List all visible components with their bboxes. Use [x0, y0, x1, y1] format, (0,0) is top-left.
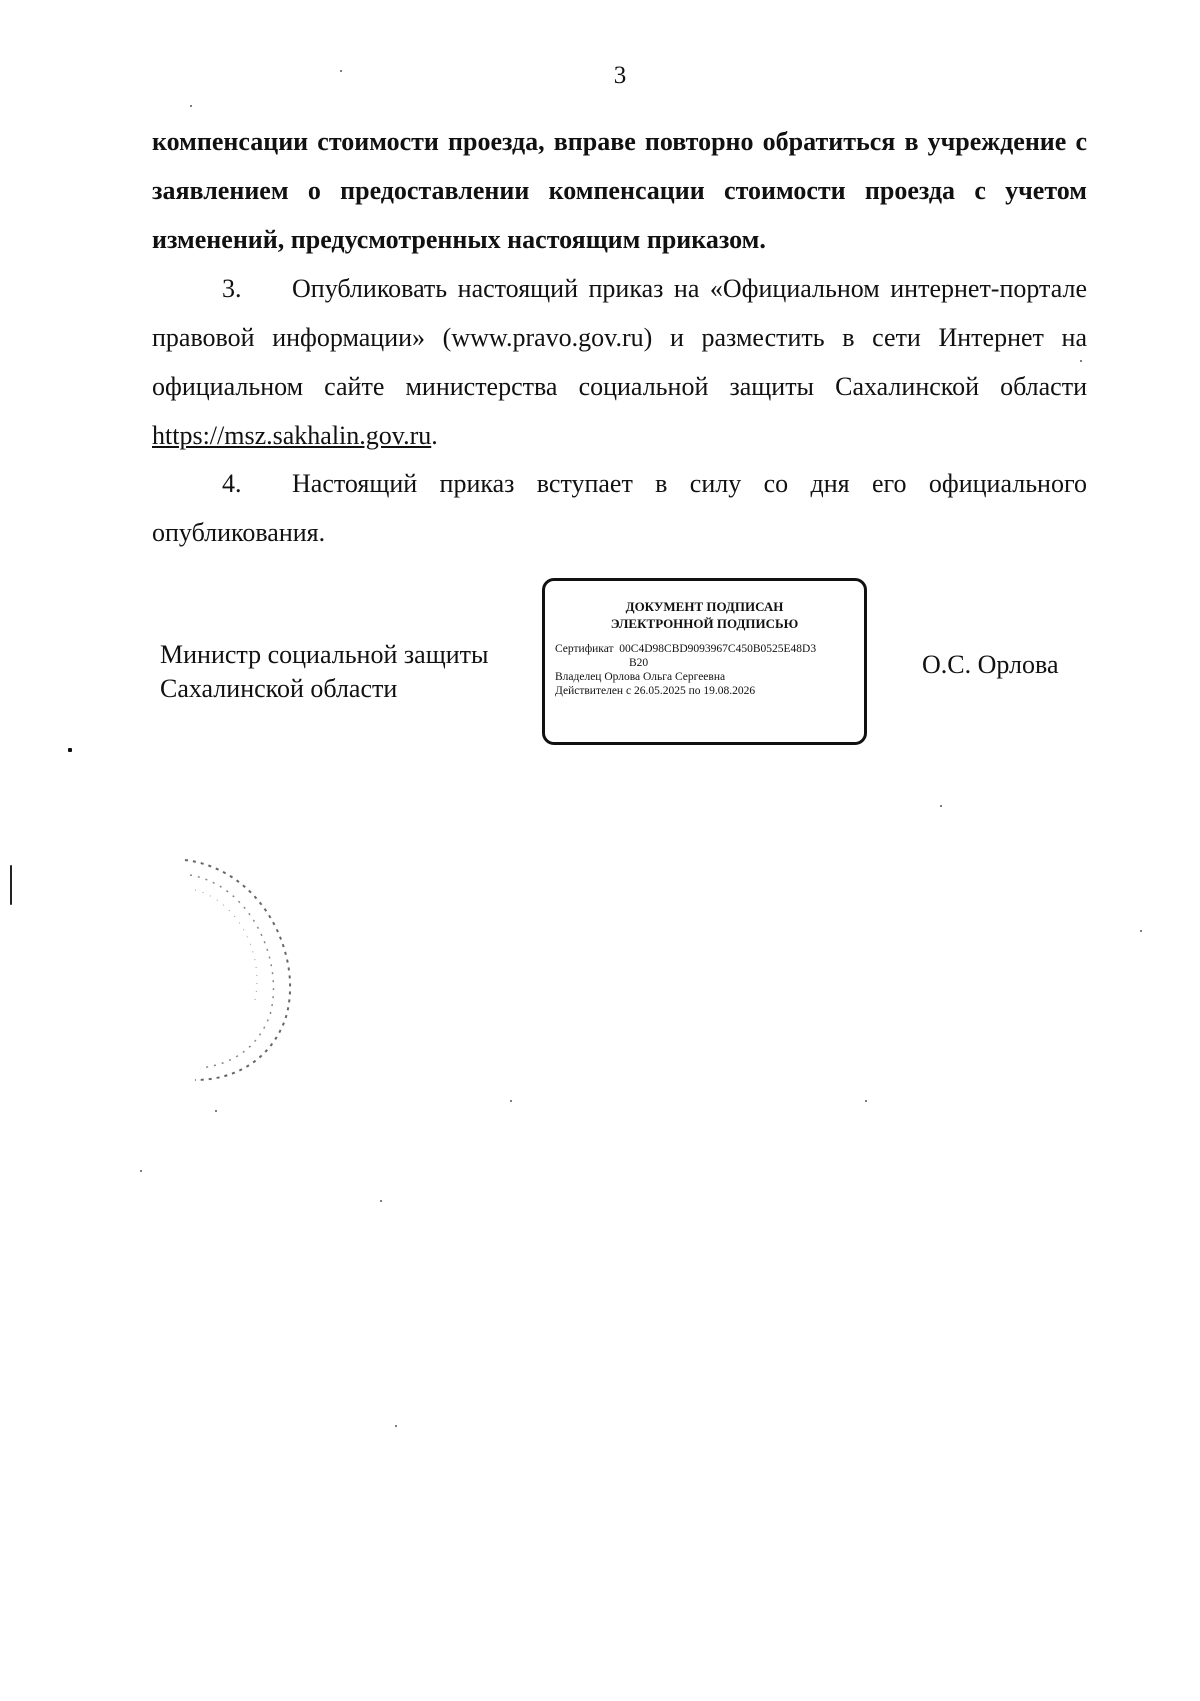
scan-speck	[1140, 930, 1142, 932]
scan-speck	[865, 1100, 867, 1102]
scan-speck	[68, 748, 72, 752]
faded-seal-mark	[155, 850, 305, 1090]
item-4-number: 4.	[222, 469, 242, 498]
certificate-value-continued: B20	[629, 657, 649, 669]
scan-speck	[395, 1425, 397, 1427]
item-4-text: Настоящий приказ вступает в силу со дня его официального опубликования.	[152, 469, 1087, 547]
stamp-title-line-1: ДОКУМЕНТ ПОДПИСАН	[625, 599, 784, 614]
continuation-paragraph	[152, 117, 1087, 264]
scan-speck	[340, 70, 342, 72]
scan-speck	[1080, 360, 1082, 362]
e-signature-stamp	[542, 578, 867, 745]
ministry-website-link[interactable]: https://msz.sakhalin.gov.ru	[152, 421, 432, 450]
stamp-title	[545, 598, 864, 632]
certificate-value: 00C4D98CBD9093967C450B0525E48D3	[619, 643, 817, 655]
scan-speck	[940, 805, 942, 807]
scan-speck	[215, 1110, 217, 1112]
signer-position-line-1: Министр социальной защиты	[160, 640, 489, 669]
item-3-paragraph	[152, 264, 1087, 460]
continuation-text: компенсации стоимости проезда, вправе повторно обратиться в учреждение с заявлением о предоставлении компенсации стоимости проезда с учетом изменений, предусмотренных настоящим приказом.	[152, 127, 1087, 254]
stamp-certificate	[555, 642, 864, 656]
owner-label: Владелец	[555, 671, 602, 683]
item-3-text-end: .	[431, 421, 438, 450]
item-3-text: Опубликовать настоящий приказ на «Официальном интернет-портале правовой информации» (www.pravo.gov.ru) и разместить в сети Интернет на официальном сайте министерства социальной защиты Сахалинской области	[152, 274, 1087, 401]
scan-speck	[190, 105, 192, 107]
scan-speck	[510, 1100, 512, 1102]
signer-position	[160, 638, 530, 706]
stamp-validity: Действителен с 26.05.2025 по 19.08.2026	[555, 685, 756, 697]
certificate-label: Сертификат	[555, 643, 614, 655]
item-3-number: 3.	[222, 274, 242, 303]
stamp-owner	[555, 670, 864, 684]
owner-value: Орлова Ольга Сергеевна	[604, 671, 726, 683]
signer-position-line-2: Сахалинской области	[160, 674, 398, 703]
stamp-title-line-2: ЭЛЕКТРОННОЙ ПОДПИСЬЮ	[610, 616, 799, 631]
scan-speck	[140, 1170, 142, 1172]
scan-edge-line	[10, 865, 12, 905]
page-number: 3	[613, 62, 627, 89]
scan-speck	[380, 1200, 382, 1202]
signer-name: О.С. Орлова	[922, 650, 1059, 679]
item-4-paragraph	[152, 459, 1087, 557]
